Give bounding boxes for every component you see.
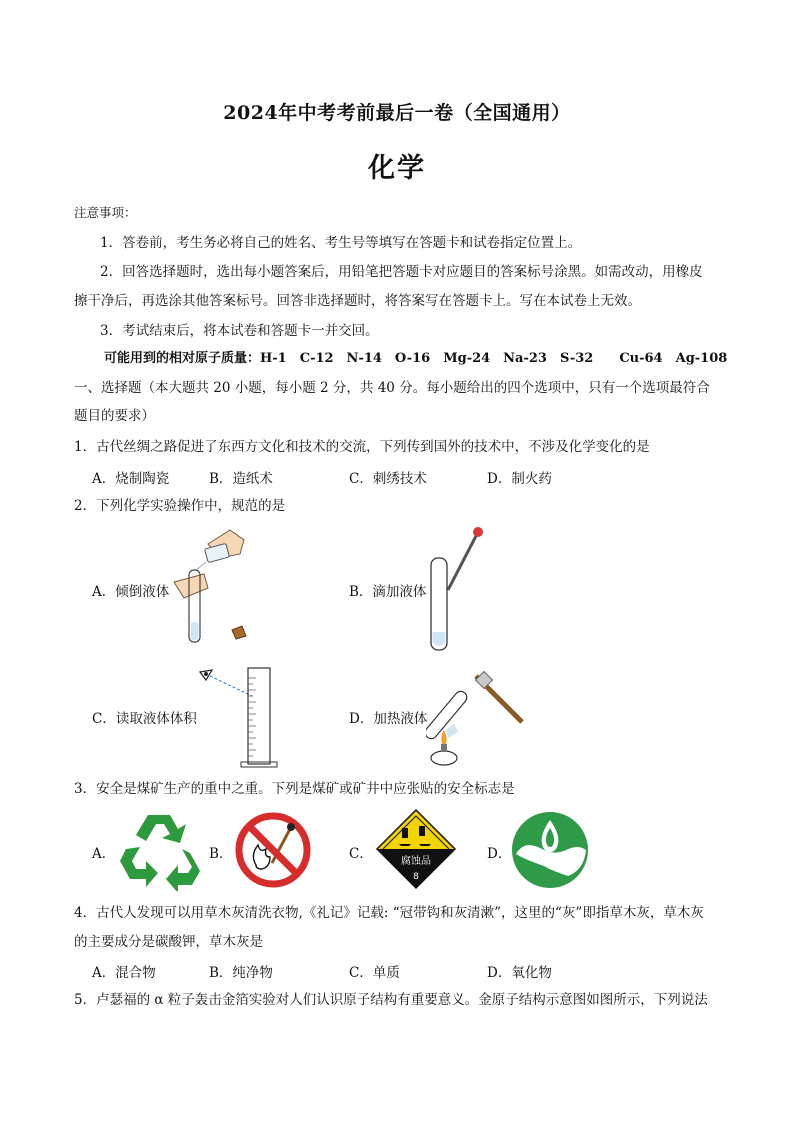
- q4-option-c: C．单质: [349, 965, 400, 981]
- section-heading-cont: 题目的要求）: [74, 408, 155, 424]
- question-4-stem-cont: 的主要成分是碳酸钾，草木灰是: [74, 934, 263, 950]
- q1-option-a: A．烧制陶瓷: [92, 471, 170, 487]
- question-2-stem: 2．下列化学实验操作中，规范的是: [74, 498, 286, 514]
- q2-option-d: D．加热液体: [349, 711, 428, 727]
- graduated-cylinder-figure: [196, 662, 286, 770]
- recycle-sign-icon: [116, 809, 202, 891]
- q4-option-a: A．混合物: [92, 965, 156, 981]
- q4-option-b: B．纯净物: [209, 965, 273, 981]
- corrosive-sign-text: 腐蚀品: [401, 856, 431, 867]
- q4-option-d: D．氧化物: [487, 965, 552, 981]
- q1-option-b: B．造纸术: [209, 471, 273, 487]
- notice-item-2-cont: 擦干净后，再选涂其他答案标号。回答非选择题时，将答案写在答题卡上。写在本试卷上无效。: [74, 293, 641, 309]
- section-heading: 一、选择题（本大题共 20 小题，每小题 2 分，共 40 分。每小题给出的四个选项中，只有一个选项最符合: [74, 380, 710, 396]
- q3-option-c: C．: [349, 846, 373, 862]
- q3-option-b: B．: [209, 846, 233, 862]
- notice-item-3: 3．考试结束后，将本试卷和答题卡一并交回。: [100, 323, 379, 339]
- notice-item-2: 2．回答选择题时，选出每小题答案后，用铅笔把答题卡对应题目的答案标号涂黑。如需改动，用橡皮: [100, 264, 703, 280]
- atomic-masses: 可能用到的相对原子质量：H-1 C-12 N-14 O-16 Mg-24 Na-23 S-32 Cu-64 Ag-108: [104, 351, 728, 366]
- q1-option-c: C．刺绣技术: [349, 471, 427, 487]
- q2-option-a: A．倾倒液体: [92, 584, 170, 600]
- q3-option-a: A．: [92, 846, 116, 862]
- exam-title: 2024年中考考前最后一卷（全国通用）: [223, 102, 571, 124]
- corrosive-sign-icon: [375, 808, 457, 890]
- q2-option-c: C．读取液体体积: [92, 711, 197, 727]
- notice-item-1: 1．答卷前，考生务必将自己的姓名、考生号等填写在答题卡和试卷指定位置上。: [100, 235, 582, 251]
- question-4-stem: 4．古代人发现可以用草木灰清洗衣物,《礼记》记载: “冠带钩和灰清漱”，这里的“灰”即指草木灰，草木灰: [74, 905, 704, 921]
- dropping-liquid-figure: [426, 522, 496, 654]
- q2-option-b: B．滴加液体: [349, 584, 427, 600]
- question-3-stem: 3．安全是煤矿生产的重中之重。下列是煤矿或矿井中应张贴的安全标志是: [74, 781, 515, 797]
- water-saving-sign-icon: [510, 810, 590, 890]
- q1-option-d: D．制火药: [487, 471, 552, 487]
- q3-option-d: D．: [487, 846, 512, 862]
- question-5-stem: 5．卢瑟福的 α 粒子轰击金箔实验对人们认识原子结构有重要意义。金原子结构示意图如图所示，下列说法: [74, 992, 708, 1008]
- no-open-flame-sign-icon: [234, 811, 312, 889]
- question-1-stem: 1．古代丝绸之路促进了东西方文化和技术的交流，下列传到国外的技术中，不涉及化学变化的是: [74, 439, 650, 455]
- pouring-liquid-figure: [168, 522, 258, 647]
- heating-liquid-figure: [426, 660, 526, 770]
- corrosive-sign-number: 8: [413, 872, 419, 882]
- notice-heading: 注意事项：: [74, 205, 137, 220]
- subject-title: 化学: [368, 153, 426, 184]
